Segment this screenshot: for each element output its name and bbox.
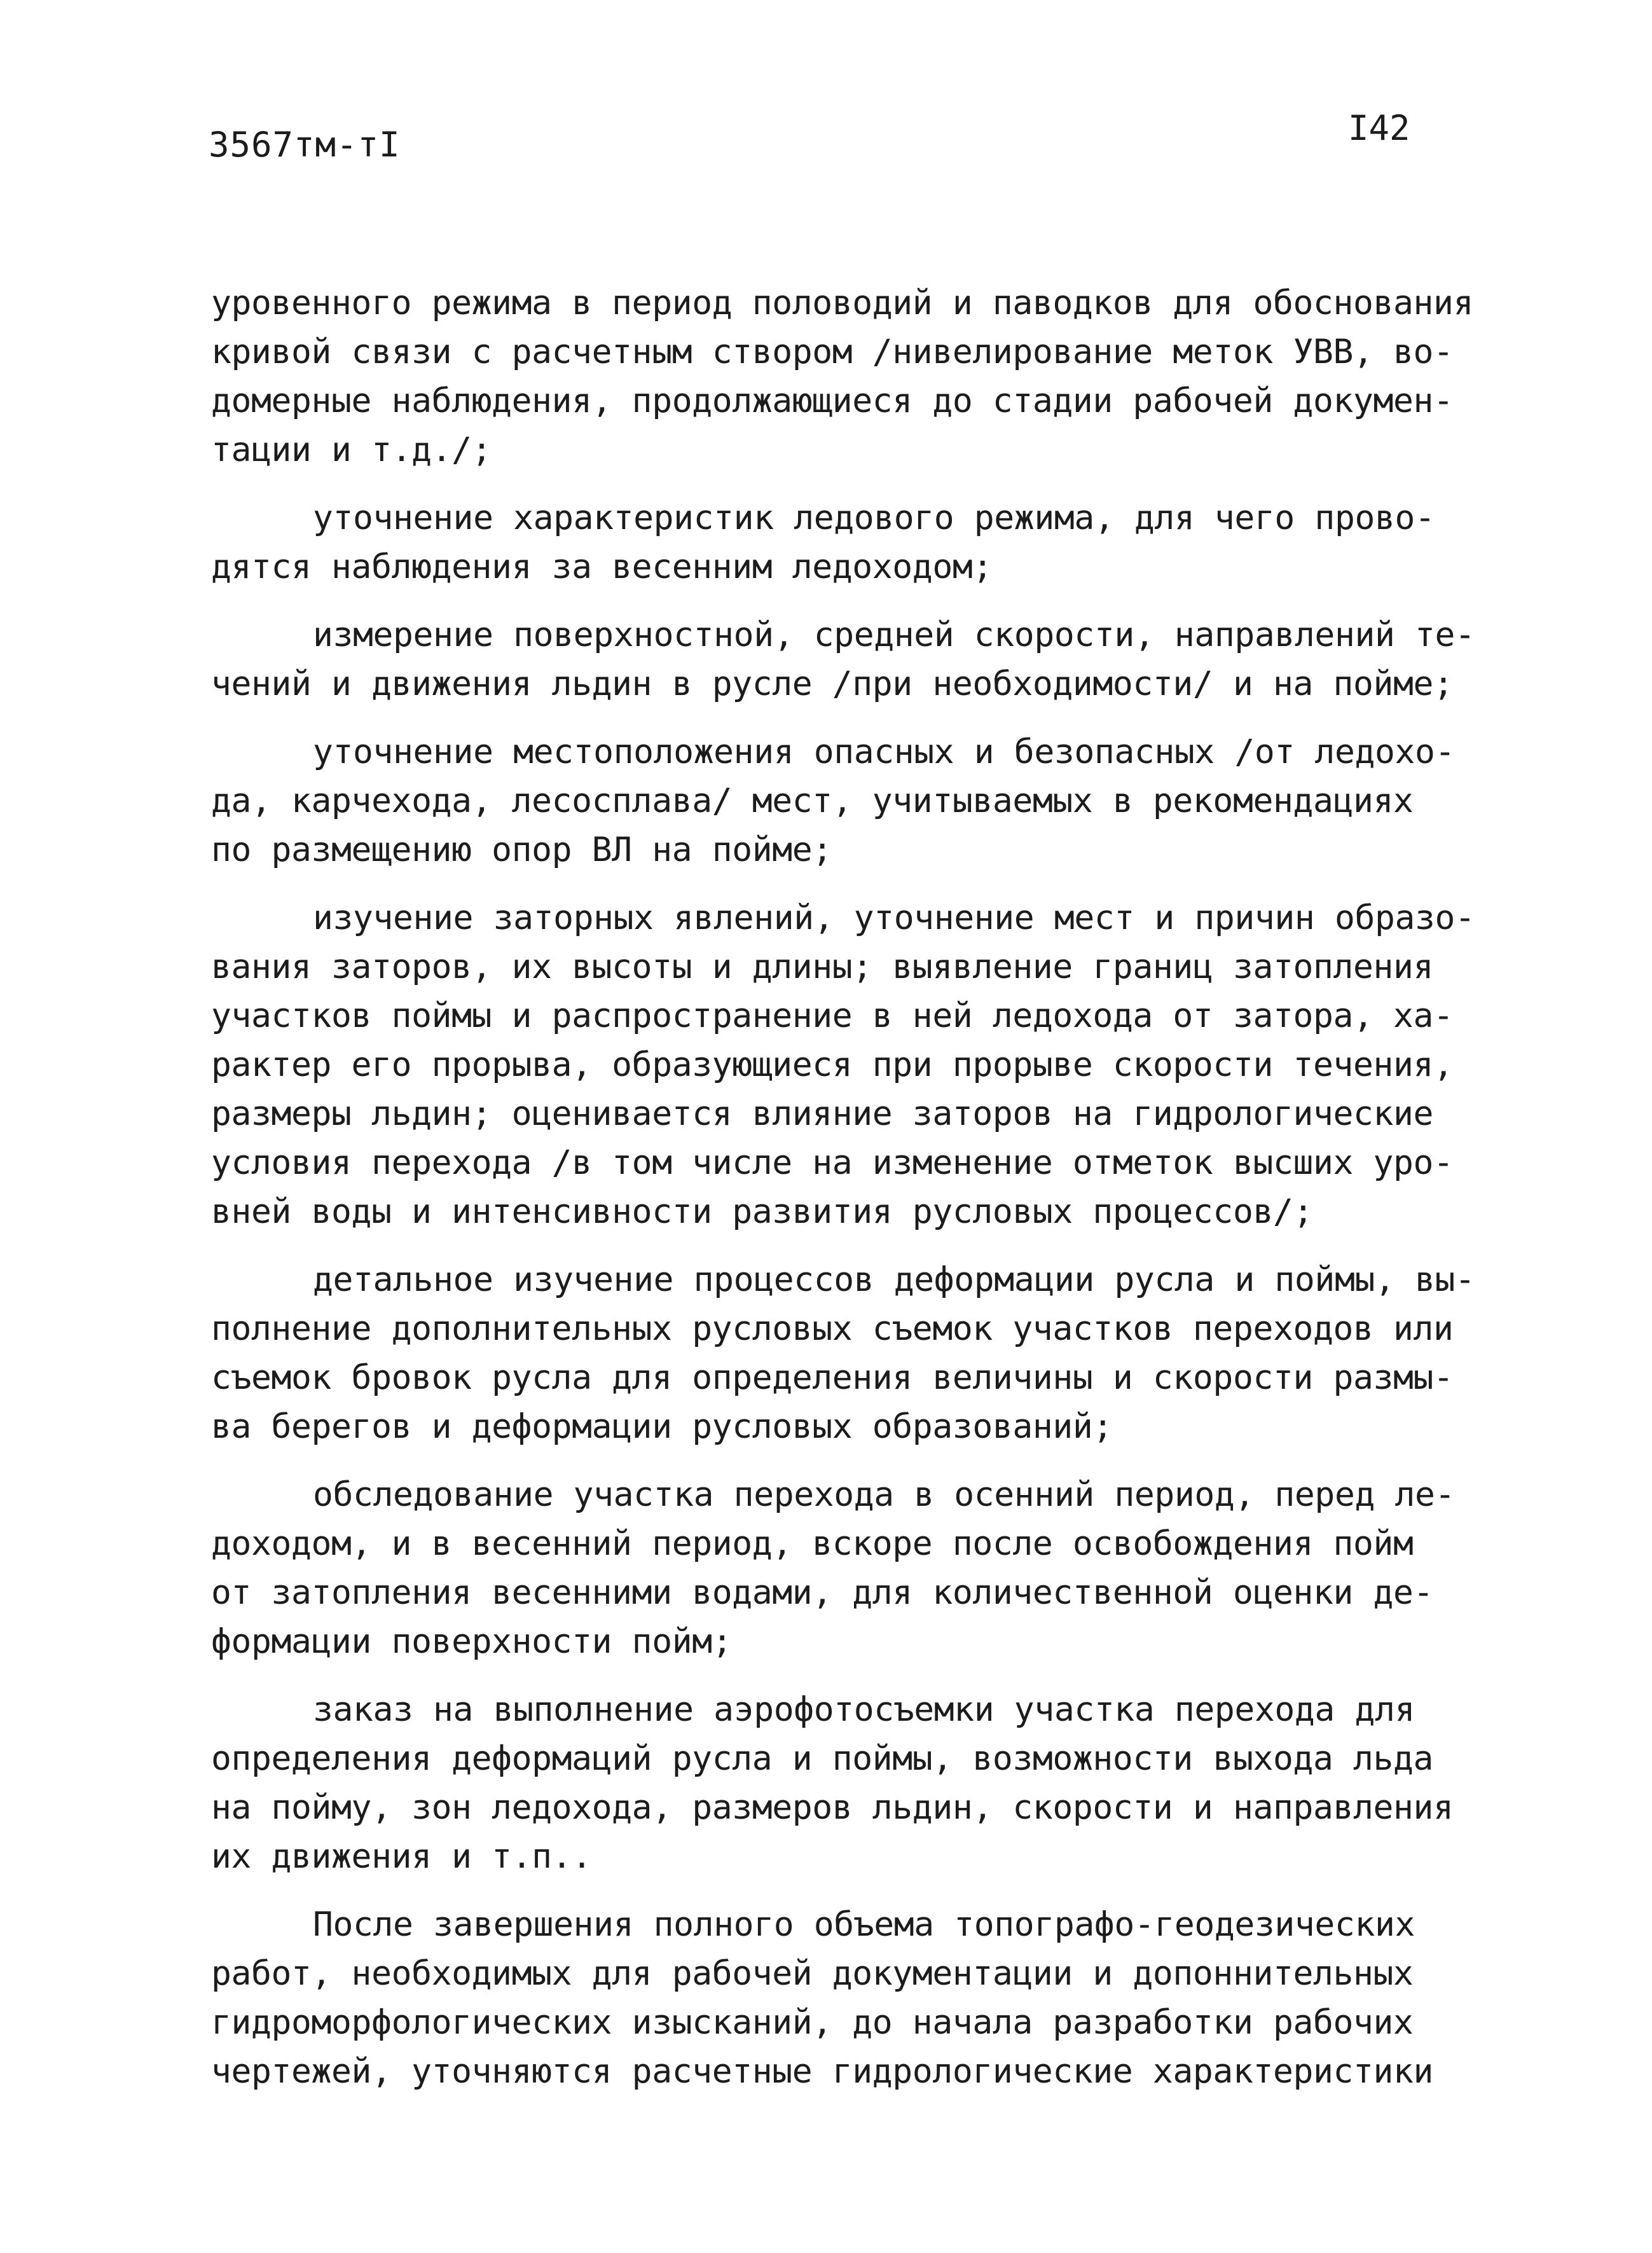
text-line: рактер его прорыва, образующиеся при прорыве скорости течения, (211, 1045, 1454, 1084)
text-line: работ, необходимых для рабочей документации и допоннительных (211, 1954, 1414, 1993)
text-line: их движения и т.п.. (211, 1837, 592, 1876)
text-line: уточнение местоположения опасных и безопасных /от ледохо- (313, 733, 1455, 771)
text-line: чертежей, уточняются расчетные гидрологические характеристики (211, 2052, 1434, 2091)
paragraph (211, 1685, 1470, 1881)
text-line: домерные наблюдения, продолжающиеся до стадии рабочей докумен- (211, 382, 1454, 420)
text-line: заказ на выполнение аэрофотосъемки участка перехода для (313, 1690, 1415, 1729)
text-line: измерение поверхностной, средней скорости, направлений те- (313, 616, 1475, 654)
paragraph (211, 493, 1470, 591)
text-line: от затопления весенними водами, для количественной оценки де- (211, 1573, 1434, 1612)
text-line: съемок бровок русла для определения величины и скорости размы- (211, 1358, 1454, 1397)
text-line: чений и движения льдин в русле /при необходимости/ и на пойме; (211, 665, 1454, 703)
paragraph (211, 1900, 1470, 2096)
text-line: детальное изучение процессов деформации русла и поймы, вы- (313, 1260, 1475, 1299)
text-line: гидроморфологических изысканий, до начала разработки рабочих (211, 2003, 1414, 2042)
paragraph (211, 893, 1475, 1236)
paragraph (211, 279, 1474, 474)
text-line: изучение заторных явлений, уточнение мест и причин образо- (313, 899, 1475, 937)
text-line: вней воды и интенсивности развития русловых процессов/; (211, 1192, 1313, 1231)
document-code: 3567тм-тI (209, 125, 401, 165)
text-line: определения деформаций русла и поймы, возможности выхода льда (211, 1739, 1434, 1778)
text-line: дятся наблюдения за весенним ледоходом; (211, 548, 993, 586)
text-line: тации и т.д./; (211, 431, 492, 469)
paragraph (211, 727, 1470, 874)
text-line: формации поверхности пойм; (211, 1622, 733, 1661)
text-line: размеры льдин; оценивается влияние заторов на гидрологические (211, 1094, 1434, 1133)
body-text (211, 279, 1475, 2115)
text-line: на пойму, зон ледохода, размеров льдин, скорости и направления (211, 1788, 1454, 1827)
paragraph (211, 610, 1475, 708)
text-line: уточнение характеристик ледового режима, для чего прово- (313, 499, 1435, 537)
text-line: После завершения полного объема топографо-геодезических (313, 1905, 1415, 1944)
text-line: условия перехода /в том числе на изменение отметок высших уро- (211, 1143, 1454, 1182)
text-line: кривой связи с расчетным створом /нивелирование меток УВВ, во- (211, 333, 1454, 371)
text-line: уровенного режима в период половодий и паводков для обоснования (211, 284, 1474, 322)
text-line: вания заторов, их высоты и длины; выявление границ затопления (211, 947, 1434, 986)
text-line: да, карчехода, лесосплава/ мест, учитываемых в рекомендациях (211, 782, 1414, 820)
text-line: ва берегов и деформации русловых образований; (211, 1407, 1113, 1446)
text-line: по размещению опор ВЛ на пойме; (211, 830, 832, 869)
paragraph (211, 1255, 1475, 1451)
text-line: доходом, и в весенний период, вскоре после освобождения пойм (211, 1524, 1414, 1563)
page-number: I42 (1348, 108, 1410, 148)
paragraph (211, 1470, 1470, 1666)
text-line: участков поймы и распространение в ней ледохода от затора, ха- (211, 996, 1454, 1035)
text-line: обследование участка перехода в осенний период, перед ле- (313, 1475, 1455, 1514)
text-line: полнение дополнительных русловых съемок участков переходов или (211, 1309, 1454, 1348)
